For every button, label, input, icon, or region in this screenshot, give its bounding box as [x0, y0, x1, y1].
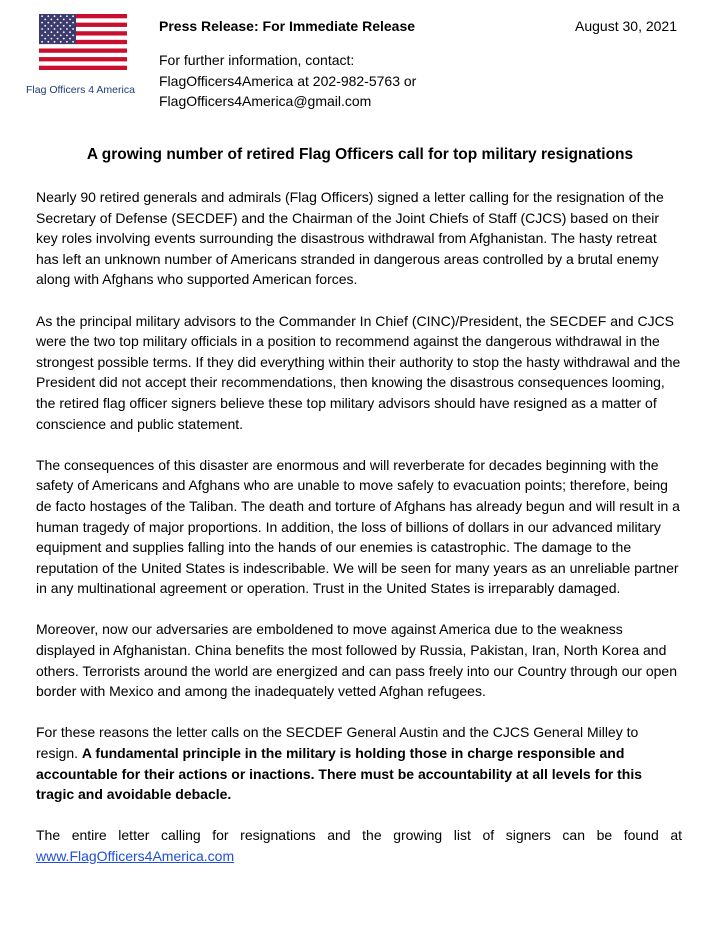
press-release-title: Press Release: For Immediate Release: [159, 18, 416, 34]
organization-logo: [26, 14, 148, 96]
paragraph: The consequences of this disaster are enormous and will reverberate for decades beginning with the safety of Americans and Afghans who are unable to move safely to evacuation points; therefore, being de facto hostages of the Taliban. The death and torture of Afghans has already begun and will result in a human tragedy of major proportions. In addition, the loss of billions of dollars in our advanced military equipment and supplies falling into the hands of our enemies is catastrophic. The damage to the reputation of the United States is indescribable. We will be seen for many years as an unreliable partner in any multinational agreement or operation. Trust in the United States is irreparably damaged.: [36, 456, 680, 597]
release-date: August 30, 2021: [575, 18, 677, 34]
paragraph: Nearly 90 retired generals and admirals (Flag Officers) signed a letter calling for the resignation of the Secretary of Defense (SECDEF) and the Chairman of the Joint Chiefs of Staff (CJCS) based on their key roles involving events surrounding the disastrous withdrawal from Afghanistan. The hasty retreat has left an unknown number of Americans stranded in dangerous areas controlled by a brutal enemy along with Afghans who supported American forces.: [36, 189, 664, 288]
website-link[interactable]: www.FlagOfficers4America.com: [36, 848, 235, 864]
accountability-statement: A fundamental principle in the military is holding those in charge responsible and accountable for their actions or inactions. There must be accountability at all levels for this tragic and avoidable debacle.: [36, 745, 643, 803]
paragraph: As the principal military advisors to the Commander In Chief (CINC)/President, the SECDEF and CJCS were the two top military officials in a position to recommend against the dangerous withdrawal in the strongest possible terms. If they did everything within their authority to stop the hasty withdrawal and the President did not accept their recommendations, then knowing the disastrous consequences looming, the retired flag officer signers believe these top military advisors should have resigned as a matter of conscience and public statement.: [36, 312, 681, 432]
closing-paragraph: [36, 825, 682, 866]
press-release-body: [36, 187, 682, 867]
closing-text: The entire letter calling for resignations and the growing list of signers can be found at: [36, 827, 682, 844]
contact-line: For further information, contact:: [159, 52, 355, 68]
contact-info: [159, 50, 416, 112]
paragraph: Moreover, now our adversaries are emboldened to move against America due to the weakness displayed in Afghanistan. China benefits the most followed by Russia, Pakistan, Iran, North Korea and others. Terrorists around the world are energized and can pass freely into our Country through our open border with Mexico and among the inadequately vetted Afghan refugees.: [36, 621, 677, 700]
resignation-paragraph: [36, 722, 682, 804]
resignation-lead-text: For these reasons the letter calls on the SECDEF General Austin and the CJCS General Milley to resign.: [36, 724, 639, 762]
us-flag-icon: [39, 14, 127, 70]
contact-email: FlagOfficers4America@gmail.com: [159, 93, 372, 109]
organization-name: Flag Officers 4 America: [26, 84, 135, 96]
contact-line: FlagOfficers4America at 202-982-5763 or: [159, 72, 417, 89]
headline: A growing number of retired Flag Officers call for top military resignations: [86, 146, 634, 163]
